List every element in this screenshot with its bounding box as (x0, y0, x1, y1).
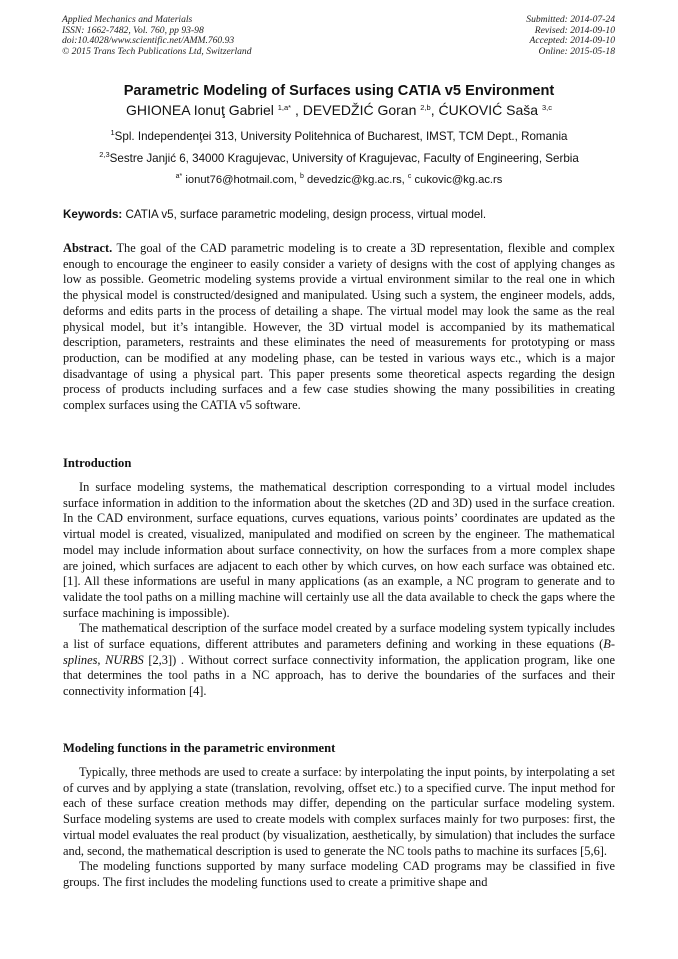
email-mark: a* (175, 173, 183, 180)
abstract-label: Abstract. (63, 241, 113, 255)
author-affiliation-mark: 3,c (541, 103, 552, 112)
paragraph-text: , (97, 652, 106, 667)
author-name: GHIONEA Ionuţ Gabriel (126, 102, 274, 118)
affiliation-text: Sestre Janjić 6, 34000 Kragujevac, University of Kragujevac, Faculty of Engineering, Serbia (109, 152, 579, 165)
section-heading-introduction: Introduction (63, 456, 132, 470)
affiliation-mark: 1 (110, 128, 115, 137)
date-submitted: Submitted: 2014-07-24 (526, 14, 615, 25)
author-name: ĆUKOVIĆ Saša (438, 102, 539, 118)
paragraph: The modeling functions supported by many surface modeling CAD programs may be classified in five groups. The first includes the modeling functions used to create a primitive shape and (63, 859, 615, 889)
date-online: Online: 2015-05-18 (538, 45, 615, 57)
abstract-text: The goal of the CAD parametric modeling is to create a 3D representation, flexible and complex enough to encourage the engineer to easily consider a variety of designs with the cost of applying changes as low as possible. Geometric modeling systems provide a virtual environment similar to the real one in which the physical model is constructed/designed and manipulated. Using such a system, the engineer models, adds, deforms and edits parts in the process of detailing a shape. The virtual model may look the same as the real physical model, but it’s intangible. However, the 3D virtual model is accompanied by its mathematical description, parameters, restraints and these eliminates the need of measurements for prototyping or mass production, can be modified at any modeling phase, can be tested in various ways etc., which is a major disadvantage of using a physical part. This paper presents some theoretical aspects regarding the design process of products including surfaces and a few case studies showing the many possibilities in creating complex surfaces using the CATIA v5 software. (63, 241, 615, 413)
modeling-body (63, 765, 615, 891)
abstract (63, 241, 615, 414)
section-heading-modeling: Modeling functions in the parametric environment (63, 741, 336, 755)
author-separator: , (291, 102, 303, 118)
paper-title: Parametric Modeling of Surfaces using CATIA v5 Environment (123, 83, 555, 99)
journal-name: Applied Mechanics and Materials (62, 14, 193, 25)
email-link[interactable]: devedzic@kg.ac.rs, (303, 174, 408, 186)
journal-doi: doi:10.4028/www.scientific.net/AMM.760.93 (62, 35, 235, 47)
keywords-text: CATIA v5, surface parametric modeling, design process, virtual model. (122, 208, 487, 221)
affiliation (0, 152, 678, 165)
author-affiliation-mark: 1,a* (277, 103, 292, 112)
email-link[interactable]: ionut76@hotmail.com, (182, 174, 300, 186)
keywords (63, 208, 615, 221)
paragraph-text: The mathematical description of the surface model created by a surface modeling system typically includes a list of surface equations, different attributes and parameters defining and working in these equations ( (63, 621, 615, 652)
author-name: DEVEDŽIĆ Goran (302, 102, 417, 118)
author-separator: , (430, 102, 439, 118)
paragraph: In surface modeling systems, the mathematical description corresponding to a virtual model includes surface information in addition to the information about the sketches (2D and 3D) used in the surface creation. In the CAD environment, surface equations, curves equations, various points’ coordinates are updated as the virtual model is created, visualized, manipulated and modified on screen by the engineer. The mathematical model may include information about surface connectivity, on how the surfaces from a more complex shape are joined, which surfaces are adjacent to each other by which curves, on how each surface was obtained etc. [1]. All these informations are useful in many applications (as an example, a NC program to generate and to validate the tool paths on a milling machine will certainly use all the data available to check the gaps where the surface machining is impossible). (63, 480, 615, 620)
paragraph: Typically, three methods are used to create a surface: by interpolating the input points, by interpolating a set of curves and by applying a state (translation, revolving, offset etc.) to a specified curve. The input method for each of these surface creation methods may differ, depending on the particular surface modeling system. Surface modeling systems are used to create models with complex surfaces mainly for two purposes: first, the virtual model evaluates the real product (by visualization, aesthetically, by simulation) that includes the surface and, second, the mathematical description is used to generate the NC tools paths to machine its surfaces [5,6]. (63, 765, 615, 858)
email-link[interactable]: cukovic@kg.ac.rs (411, 174, 503, 186)
email-mark: c (407, 173, 412, 180)
author-affiliation-mark: 2,b (420, 103, 431, 112)
journal-copyright: © 2015 Trans Tech Publications Ltd, Switzerland (62, 45, 252, 57)
journal-info (62, 15, 252, 57)
term: B-splines (63, 637, 615, 667)
author-list (0, 102, 678, 118)
affiliation (0, 130, 678, 143)
author-emails (0, 174, 678, 186)
date-accepted: Accepted: 2014-09-10 (529, 35, 615, 47)
affiliation-text: Spl. Independenţei 313, University Politehnica of Bucharest, IMST, TCM Dept., Romania (114, 130, 568, 143)
keywords-label: Keywords: (63, 208, 123, 221)
paragraph (63, 621, 615, 700)
paragraph-text: [2,3]) . Without correct surface connectivity information, the application program, like one that determines the tool paths in a NC approach, has to derive the boundaries of the surfaces and their connectivity information [4]. (63, 652, 615, 699)
term: NURBS (105, 652, 144, 667)
date-revised: Revised: 2014-09-10 (534, 24, 615, 36)
publication-dates (526, 15, 615, 57)
journal-issn: ISSN: 1662-7482, Vol. 760, pp 93-98 (62, 24, 204, 36)
introduction-body (63, 480, 615, 700)
affiliation-mark: 2,3 (99, 150, 110, 159)
email-mark: b (299, 173, 304, 180)
